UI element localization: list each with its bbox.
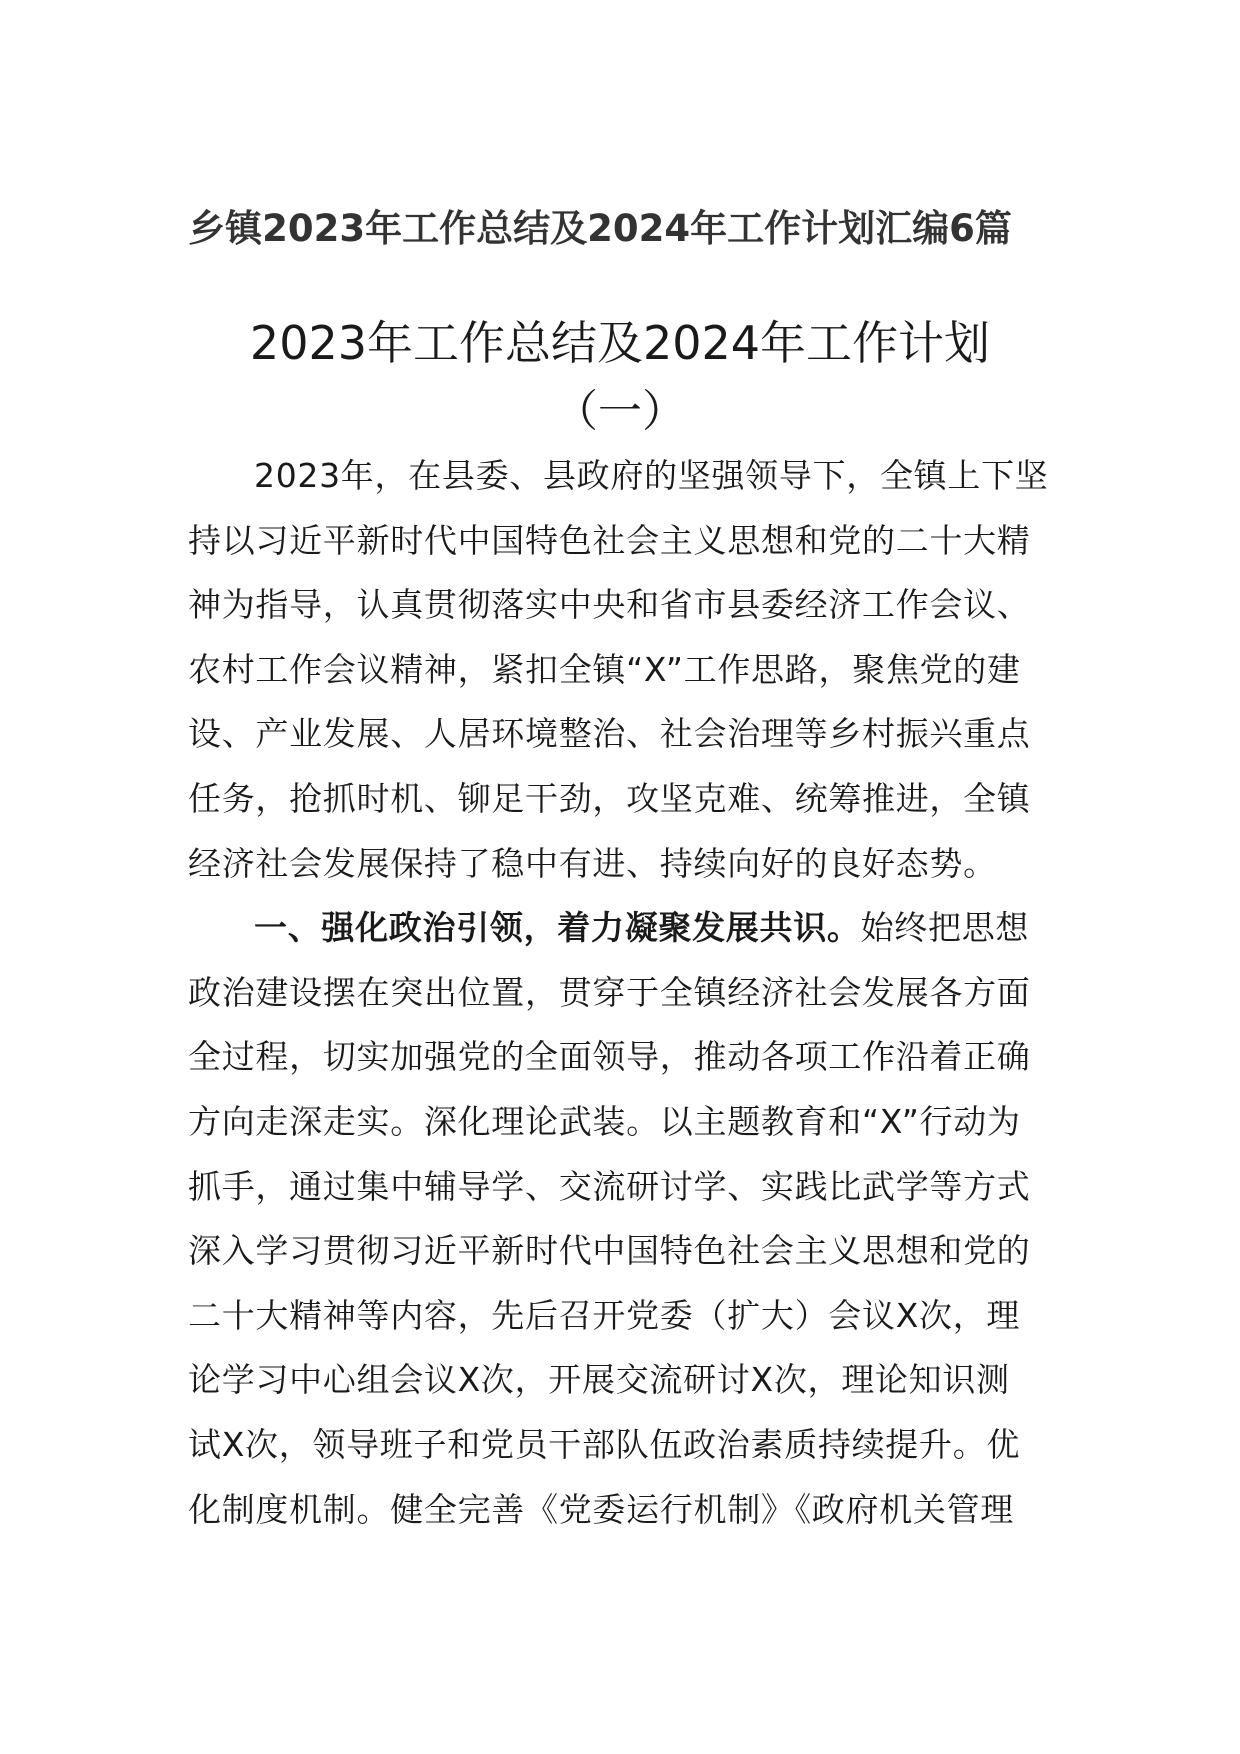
paragraph-2-line-10: 化制度机制。健全完善《党委运行机制》《政府机关管理	[188, 1489, 1014, 1529]
paragraph-1-line-3: 神为指导，认真贯彻落实中央和省市县委经济工作会议、	[188, 585, 1031, 625]
paragraph-2-line-1-text: 始终把思想	[860, 908, 1030, 948]
paragraph-2-line-7: 二十大精神等内容，先后召开党委（扩大）会议X次，理	[188, 1295, 1021, 1335]
document-title: 2023年工作总结及2024年工作计划	[249, 316, 991, 370]
paragraph-2-line-5: 抓手，通过集中辅导学、交流研讨学、实践比武学等方式	[188, 1166, 1031, 1206]
paragraph-2-line-3: 全过程，切实加强党的全面领导，推动各项工作沿着正确	[188, 1037, 1031, 1077]
paragraph-1-line-5: 设、产业发展、人居环境整治、社会治理等乡村振兴重点	[188, 714, 1031, 754]
paragraph-2-line-6: 深入学习贯彻习近平新时代中国特色社会主义思想和党的	[188, 1231, 1031, 1271]
paragraph-1-line-7: 经济社会发展保持了稳中有进、持续向好的良好态势。	[188, 843, 997, 883]
paragraph-1-line-4: 农村工作会议精神，紧扣全镇“X”工作思路，聚焦党的建	[188, 649, 1021, 689]
paragraph-1-line-6: 任务，抢抓时机、铆足干劲，攻坚克难、统筹推进，全镇	[188, 778, 1031, 818]
document-subtitle: （一）	[554, 386, 686, 437]
body-text	[188, 444, 1058, 1542]
paragraph-2-line-8: 论学习中心组会议X次，开展交流研讨X次，理论知识测	[188, 1360, 1010, 1400]
section-heading-1: 一、强化政治引领，着力凝聚发展共识。	[254, 908, 861, 948]
paragraph-2-line-9: 试X次，领导班子和党员干部队伍政治素质持续提升。优	[188, 1424, 1021, 1464]
paragraph-2-line-4: 方向走深走实。深化理论武装。以主题教育和“X”行动为	[188, 1101, 1021, 1141]
collection-title: 乡镇2023年工作总结及2024年工作计划汇编6篇	[188, 207, 1012, 250]
paragraph-2-line-1	[188, 896, 1058, 961]
paragraph-1-line-1: 2023年，在县委、县政府的坚强领导下，全镇上下坚	[254, 456, 1049, 495]
paragraph-2-line-2: 政治建设摆在突出位置，贯穿于全镇经济社会发展各方面	[188, 972, 1031, 1012]
paragraph-1-line-2: 持以习近平新时代中国特色社会主义思想和党的二十大精	[188, 520, 1031, 560]
